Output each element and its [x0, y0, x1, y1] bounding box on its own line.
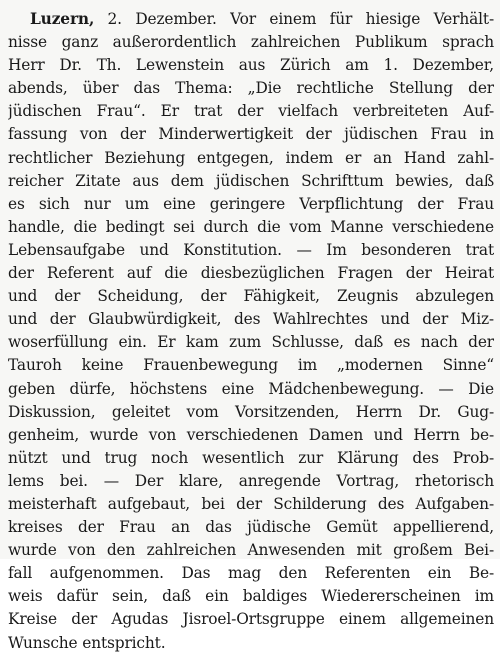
article-line-10: handle, die bedingt sei durch die vom Manne verschiedene — [8, 217, 494, 236]
article-line-16: Tauroh keine Frauenbewegung im „modernen Sinne“ — [8, 356, 494, 375]
article-line-20: nützt und trug noch wesentlich zur Klärung des Prob- — [8, 448, 494, 467]
article-line-7: rechtlicher Beziehung entgegen, indem er an Hand zahl- — [8, 148, 494, 167]
article-line-27: Kreise der Agudas Jisroel-Ortsgruppe einem allgemeinen — [8, 610, 494, 629]
article-line-4: abends, über das Thema: „Die rechtliche Stellung der — [8, 79, 494, 98]
article-line-1-text: 2. Dezember. Vor einem für hiesige Verhält- — [94, 10, 494, 28]
article-line-25: fall aufgenommen. Das mag den Referenten ein Be- — [8, 564, 494, 583]
article-line-18: Diskussion, geleitet vom Vorsitzenden, Herrn Dr. Gug- — [8, 402, 494, 421]
article-line-13: und der Scheidung, der Fähigkeit, Zeugnis abzulegen — [8, 287, 494, 306]
article-line-1 — [8, 8, 494, 31]
article-line-14: und der Glaubwürdigkeit, des Wahlrechtes und der Miz- — [8, 310, 494, 329]
article-line-3: Herr Dr. Th. Lewenstein aus Zürich am 1. Dezember, — [8, 56, 494, 75]
article-line-28: Wunsche entspricht. — [8, 633, 166, 652]
article-line-15: woserfüllung ein. Er kam zum Schlusse, daß es nach der — [8, 333, 494, 352]
dateline-place: Luzern, — [30, 10, 95, 28]
article-line-21: lems bei. — Der klare, anregende Vortrag, rhetorisch — [8, 471, 494, 490]
article-line-24: wurde von den zahlreichen Anwesenden mit großem Bei- — [8, 541, 494, 560]
article-line-19: genheim, wurde von verschiedenen Damen und Herrn be- — [8, 425, 494, 444]
article-line-9: es sich nur um eine geringere Verpflichtung der Frau — [8, 194, 494, 213]
article-line-5: jüdischen Frau“. Er trat der vielfach verbreiteten Auf- — [8, 102, 494, 121]
article-line-23: kreises der Frau an das jüdische Gemüt appellierend, — [8, 518, 494, 537]
article-line-6: fassung von der Minderwertigkeit der jüdischen Frau in — [8, 125, 494, 144]
article-line-17: geben dürfe, höchstens eine Mädchenbewegung. — Die — [8, 379, 494, 398]
article-line-22: meisterhaft aufgebaut, bei der Schilderung des Aufgaben- — [8, 494, 494, 513]
article-line-12: der Referent auf die diesbezüglichen Fragen der Heirat — [8, 264, 494, 283]
article-line-26: weis dafür sein, daß ein baldiges Wiedererscheinen im — [8, 587, 494, 606]
article-line-2: nisse ganz außerordentlich zahlreichen Publikum sprach — [8, 33, 494, 52]
article-line-8: reicher Zitate aus dem jüdischen Schrifttum bewies, daß — [8, 171, 494, 190]
article-line-11: Lebensaufgabe und Konstitution. — Im besonderen trat — [8, 240, 494, 259]
